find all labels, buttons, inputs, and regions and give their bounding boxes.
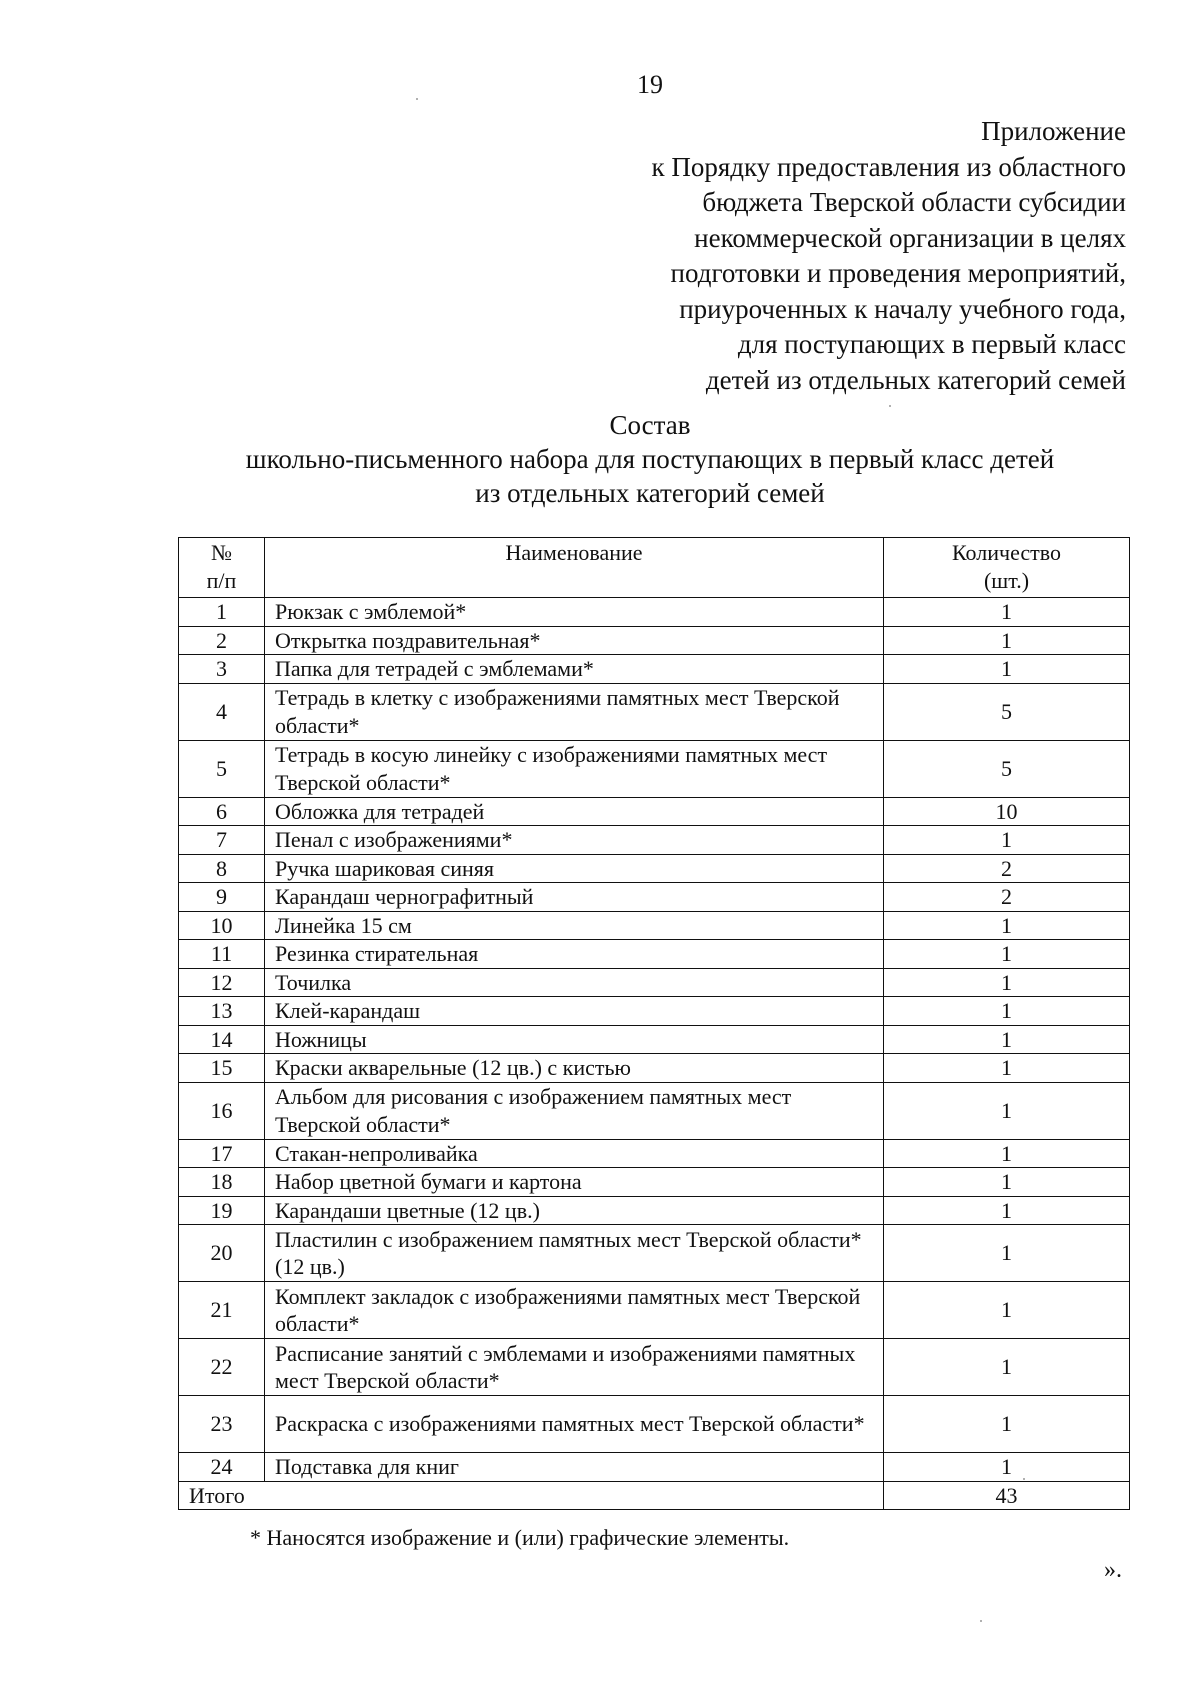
row-number: 4	[179, 683, 265, 740]
row-item-name: Ножницы	[265, 1025, 884, 1054]
row-number: 17	[179, 1139, 265, 1168]
table-row	[179, 1339, 1130, 1396]
appendix-line: к Порядку предоставления из областного	[651, 151, 1126, 182]
table-row	[179, 940, 1130, 969]
footnote: * Наносятся изображение и (или) графические элементы.	[250, 1525, 790, 1550]
appendix-line: бюджета Тверской области субсидии	[702, 187, 1126, 217]
table-row	[179, 1082, 1130, 1139]
row-quantity: 5	[884, 740, 1130, 797]
total-label: Итого	[179, 1481, 884, 1510]
row-item-name: Альбом для рисования с изображением памятных мест Тверской области*	[265, 1082, 884, 1139]
table-row	[179, 854, 1130, 883]
row-item-name: Подставка для книг	[265, 1453, 884, 1482]
total-row	[179, 1481, 1130, 1510]
row-number: 13	[179, 997, 265, 1026]
row-item-name: Тетрадь в косую линейку с изображениями памятных мест Тверской области*	[265, 740, 884, 797]
row-quantity: 1	[884, 1196, 1130, 1225]
table-row	[179, 598, 1130, 627]
row-number: 8	[179, 854, 265, 883]
row-quantity: 1	[884, 1139, 1130, 1168]
row-quantity: 1	[884, 826, 1130, 855]
row-quantity: 1	[884, 1453, 1130, 1482]
row-number: 14	[179, 1025, 265, 1054]
row-number: 18	[179, 1168, 265, 1197]
scan-speck	[980, 1620, 982, 1622]
scan-speck	[889, 405, 891, 407]
row-quantity: 5	[884, 683, 1130, 740]
table-row	[179, 1282, 1130, 1339]
row-quantity: 1	[884, 1396, 1130, 1453]
title-line: из отдельных категорий семей	[475, 478, 825, 508]
row-item-name: Резинка стирательная	[265, 940, 884, 969]
row-number: 7	[179, 826, 265, 855]
row-number: 9	[179, 883, 265, 912]
appendix-heading	[486, 114, 1126, 398]
row-item-name: Тетрадь в клетку с изображениями памятных мест Тверской области*	[265, 683, 884, 740]
row-item-name: Стакан-непроливайка	[265, 1139, 884, 1168]
table-body	[179, 598, 1130, 1482]
row-item-name: Пенал с изображениями*	[265, 826, 884, 855]
row-number: 3	[179, 655, 265, 684]
row-item-name: Открытка поздравительная*	[265, 626, 884, 655]
table-header-row	[179, 538, 1130, 598]
table-row	[179, 911, 1130, 940]
row-quantity: 1	[884, 997, 1130, 1026]
header-name-label: Наименование	[505, 540, 643, 565]
header-number-line: №	[211, 540, 232, 565]
scan-speck	[1023, 1478, 1025, 1480]
row-number: 19	[179, 1196, 265, 1225]
row-item-name: Линейка 15 см	[265, 911, 884, 940]
row-number: 15	[179, 1054, 265, 1083]
row-number: 5	[179, 740, 265, 797]
row-number: 24	[179, 1453, 265, 1482]
row-item-name: Рюкзак с эмблемой*	[265, 598, 884, 627]
header-quantity	[884, 538, 1130, 598]
row-quantity: 1	[884, 1025, 1130, 1054]
row-number: 21	[179, 1282, 265, 1339]
appendix-line: для поступающих в первый класс	[737, 329, 1126, 359]
row-quantity: 1	[884, 1225, 1130, 1282]
row-item-name: Точилка	[265, 968, 884, 997]
scan-speck	[416, 98, 418, 100]
header-quantity-line: (шт.)	[983, 568, 1030, 593]
table-row	[179, 1196, 1130, 1225]
row-item-name: Папка для тетрадей с эмблемами*	[265, 655, 884, 684]
row-item-name: Краски акварельные (12 цв.) с кистью	[265, 1054, 884, 1083]
table-row	[179, 683, 1130, 740]
row-quantity: 1	[884, 1282, 1130, 1339]
appendix-line: приуроченных к началу учебного года,	[679, 293, 1126, 324]
header-name	[265, 538, 884, 598]
page-number: 19	[637, 70, 663, 99]
row-number: 12	[179, 968, 265, 997]
row-quantity: 1	[884, 940, 1130, 969]
table-row	[179, 1168, 1130, 1197]
document-title	[0, 408, 1200, 510]
row-item-name: Карандаш чернографитный	[265, 883, 884, 912]
row-quantity: 1	[884, 598, 1130, 627]
title-line: Состав	[609, 410, 691, 440]
table-row	[179, 797, 1130, 826]
header-number	[179, 538, 265, 598]
row-number: 23	[179, 1396, 265, 1453]
appendix-line: Приложение	[981, 116, 1126, 146]
items-table	[178, 537, 1130, 1510]
row-quantity: 1	[884, 911, 1130, 940]
table-row	[179, 883, 1130, 912]
row-quantity: 1	[884, 1082, 1130, 1139]
table-row	[179, 655, 1130, 684]
row-quantity: 1	[884, 1054, 1130, 1083]
table-row	[179, 1025, 1130, 1054]
row-quantity: 1	[884, 655, 1130, 684]
row-number: 16	[179, 1082, 265, 1139]
closing-quote: ».	[1104, 1557, 1122, 1583]
row-quantity: 1	[884, 626, 1130, 655]
row-quantity: 1	[884, 1168, 1130, 1197]
row-item-name: Карандаши цветные (12 цв.)	[265, 1196, 884, 1225]
appendix-line: детей из отдельных категорий семей	[705, 364, 1126, 395]
table-row	[179, 626, 1130, 655]
row-quantity: 2	[884, 883, 1130, 912]
table-row	[179, 740, 1130, 797]
appendix-line: некоммерческой организации в целях	[694, 222, 1126, 253]
row-number: 11	[179, 940, 265, 969]
row-item-name: Расписание занятий с эмблемами и изображениями памятных мест Тверской области*	[265, 1339, 884, 1396]
row-number: 10	[179, 911, 265, 940]
total-quantity: 43	[884, 1481, 1130, 1510]
row-number: 20	[179, 1225, 265, 1282]
row-item-name: Обложка для тетрадей	[265, 797, 884, 826]
row-item-name: Ручка шариковая синяя	[265, 854, 884, 883]
table-row	[179, 1139, 1130, 1168]
row-item-name: Клей-карандаш	[265, 997, 884, 1026]
row-number: 22	[179, 1339, 265, 1396]
header-number-line: п/п	[206, 568, 237, 593]
header-quantity-line: Количество	[951, 540, 1062, 565]
row-quantity: 2	[884, 854, 1130, 883]
table-row	[179, 997, 1130, 1026]
row-quantity: 1	[884, 968, 1130, 997]
appendix-line: подготовки и проведения мероприятий,	[670, 258, 1126, 288]
row-number: 2	[179, 626, 265, 655]
table-row	[179, 1054, 1130, 1083]
row-number: 6	[179, 797, 265, 826]
table-row	[179, 1453, 1130, 1482]
title-line: школьно-письменного набора для поступающих в первый класс детей	[245, 444, 1055, 474]
table-row	[179, 1225, 1130, 1282]
row-quantity: 10	[884, 797, 1130, 826]
row-number: 1	[179, 598, 265, 627]
table-row	[179, 1396, 1130, 1453]
table-row	[179, 968, 1130, 997]
row-item-name: Набор цветной бумаги и картона	[265, 1168, 884, 1197]
row-item-name: Раскраска с изображениями памятных мест Тверской области*	[265, 1396, 884, 1453]
row-item-name: Комплект закладок с изображениями памятных мест Тверской области*	[265, 1282, 884, 1339]
table-row	[179, 826, 1130, 855]
row-quantity: 1	[884, 1339, 1130, 1396]
row-item-name: Пластилин с изображением памятных мест Тверской области* (12 цв.)	[265, 1225, 884, 1282]
